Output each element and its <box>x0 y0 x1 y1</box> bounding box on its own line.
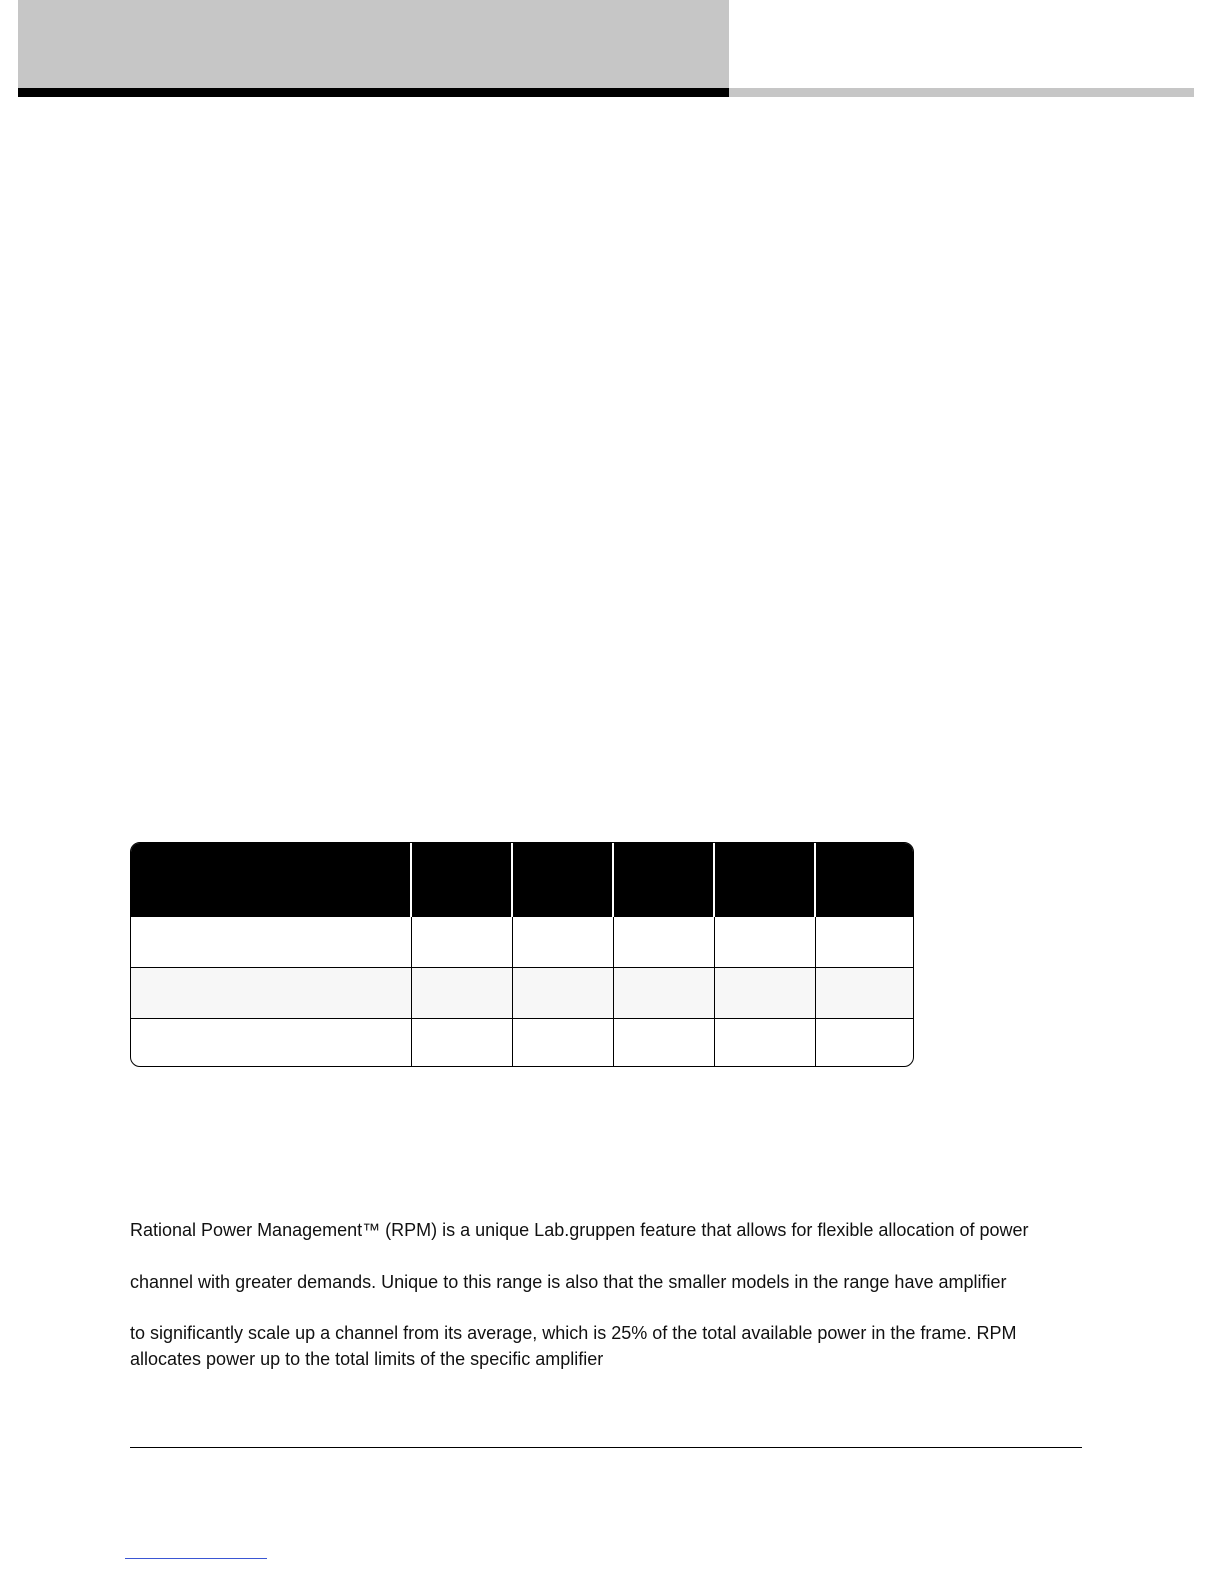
body-paragraph-line-3 <box>130 1320 1090 1372</box>
table-cell <box>512 968 613 1019</box>
table-cell <box>131 968 411 1019</box>
table-cell <box>714 917 815 968</box>
table-row <box>131 917 914 968</box>
table-header-cell <box>131 843 411 917</box>
body-paragraph-line-2: channel with greater demands. Unique to this range is also that the smaller models in the range have amplifier <box>130 1272 1007 1292</box>
table-header-cell <box>512 843 613 917</box>
table-cell <box>714 1019 815 1068</box>
table-cell <box>411 968 512 1019</box>
header-black-rule <box>18 88 729 97</box>
table-cell <box>815 917 914 968</box>
footer-divider <box>130 1447 1082 1448</box>
table-cell <box>512 917 613 968</box>
spec-table-grid <box>131 843 914 1067</box>
table-cell <box>512 1019 613 1068</box>
table-cell <box>815 968 914 1019</box>
table-row <box>131 968 914 1019</box>
body-paragraph-line-3a: to significantly scale up a channel from its average, which is 25% of the total available power in the frame. RPM <box>130 1323 1017 1343</box>
table-header-cell <box>714 843 815 917</box>
table-header-row <box>131 843 914 917</box>
table-cell <box>815 1019 914 1068</box>
body-paragraph-line-3b: allocates power up to the total limits of the specific amplifier <box>130 1349 604 1369</box>
table-cell <box>613 917 714 968</box>
spec-table <box>130 842 914 1067</box>
header-gray-block <box>18 0 729 88</box>
table-cell <box>613 968 714 1019</box>
body-paragraph-line-1: Rational Power Management™ (RPM) is a unique Lab.gruppen feature that allows for flexible allocation of power <box>130 1220 1029 1240</box>
header-gray-rule <box>729 88 1194 97</box>
table-cell <box>613 1019 714 1068</box>
table-row <box>131 1019 914 1068</box>
table-cell <box>131 1019 411 1068</box>
table-cell <box>131 917 411 968</box>
table-header-cell <box>613 843 714 917</box>
table-header-cell <box>815 843 914 917</box>
footer-link-underline[interactable] <box>125 1558 267 1559</box>
table-cell <box>714 968 815 1019</box>
table-cell <box>411 1019 512 1068</box>
table-cell <box>411 917 512 968</box>
table-header-cell <box>411 843 512 917</box>
